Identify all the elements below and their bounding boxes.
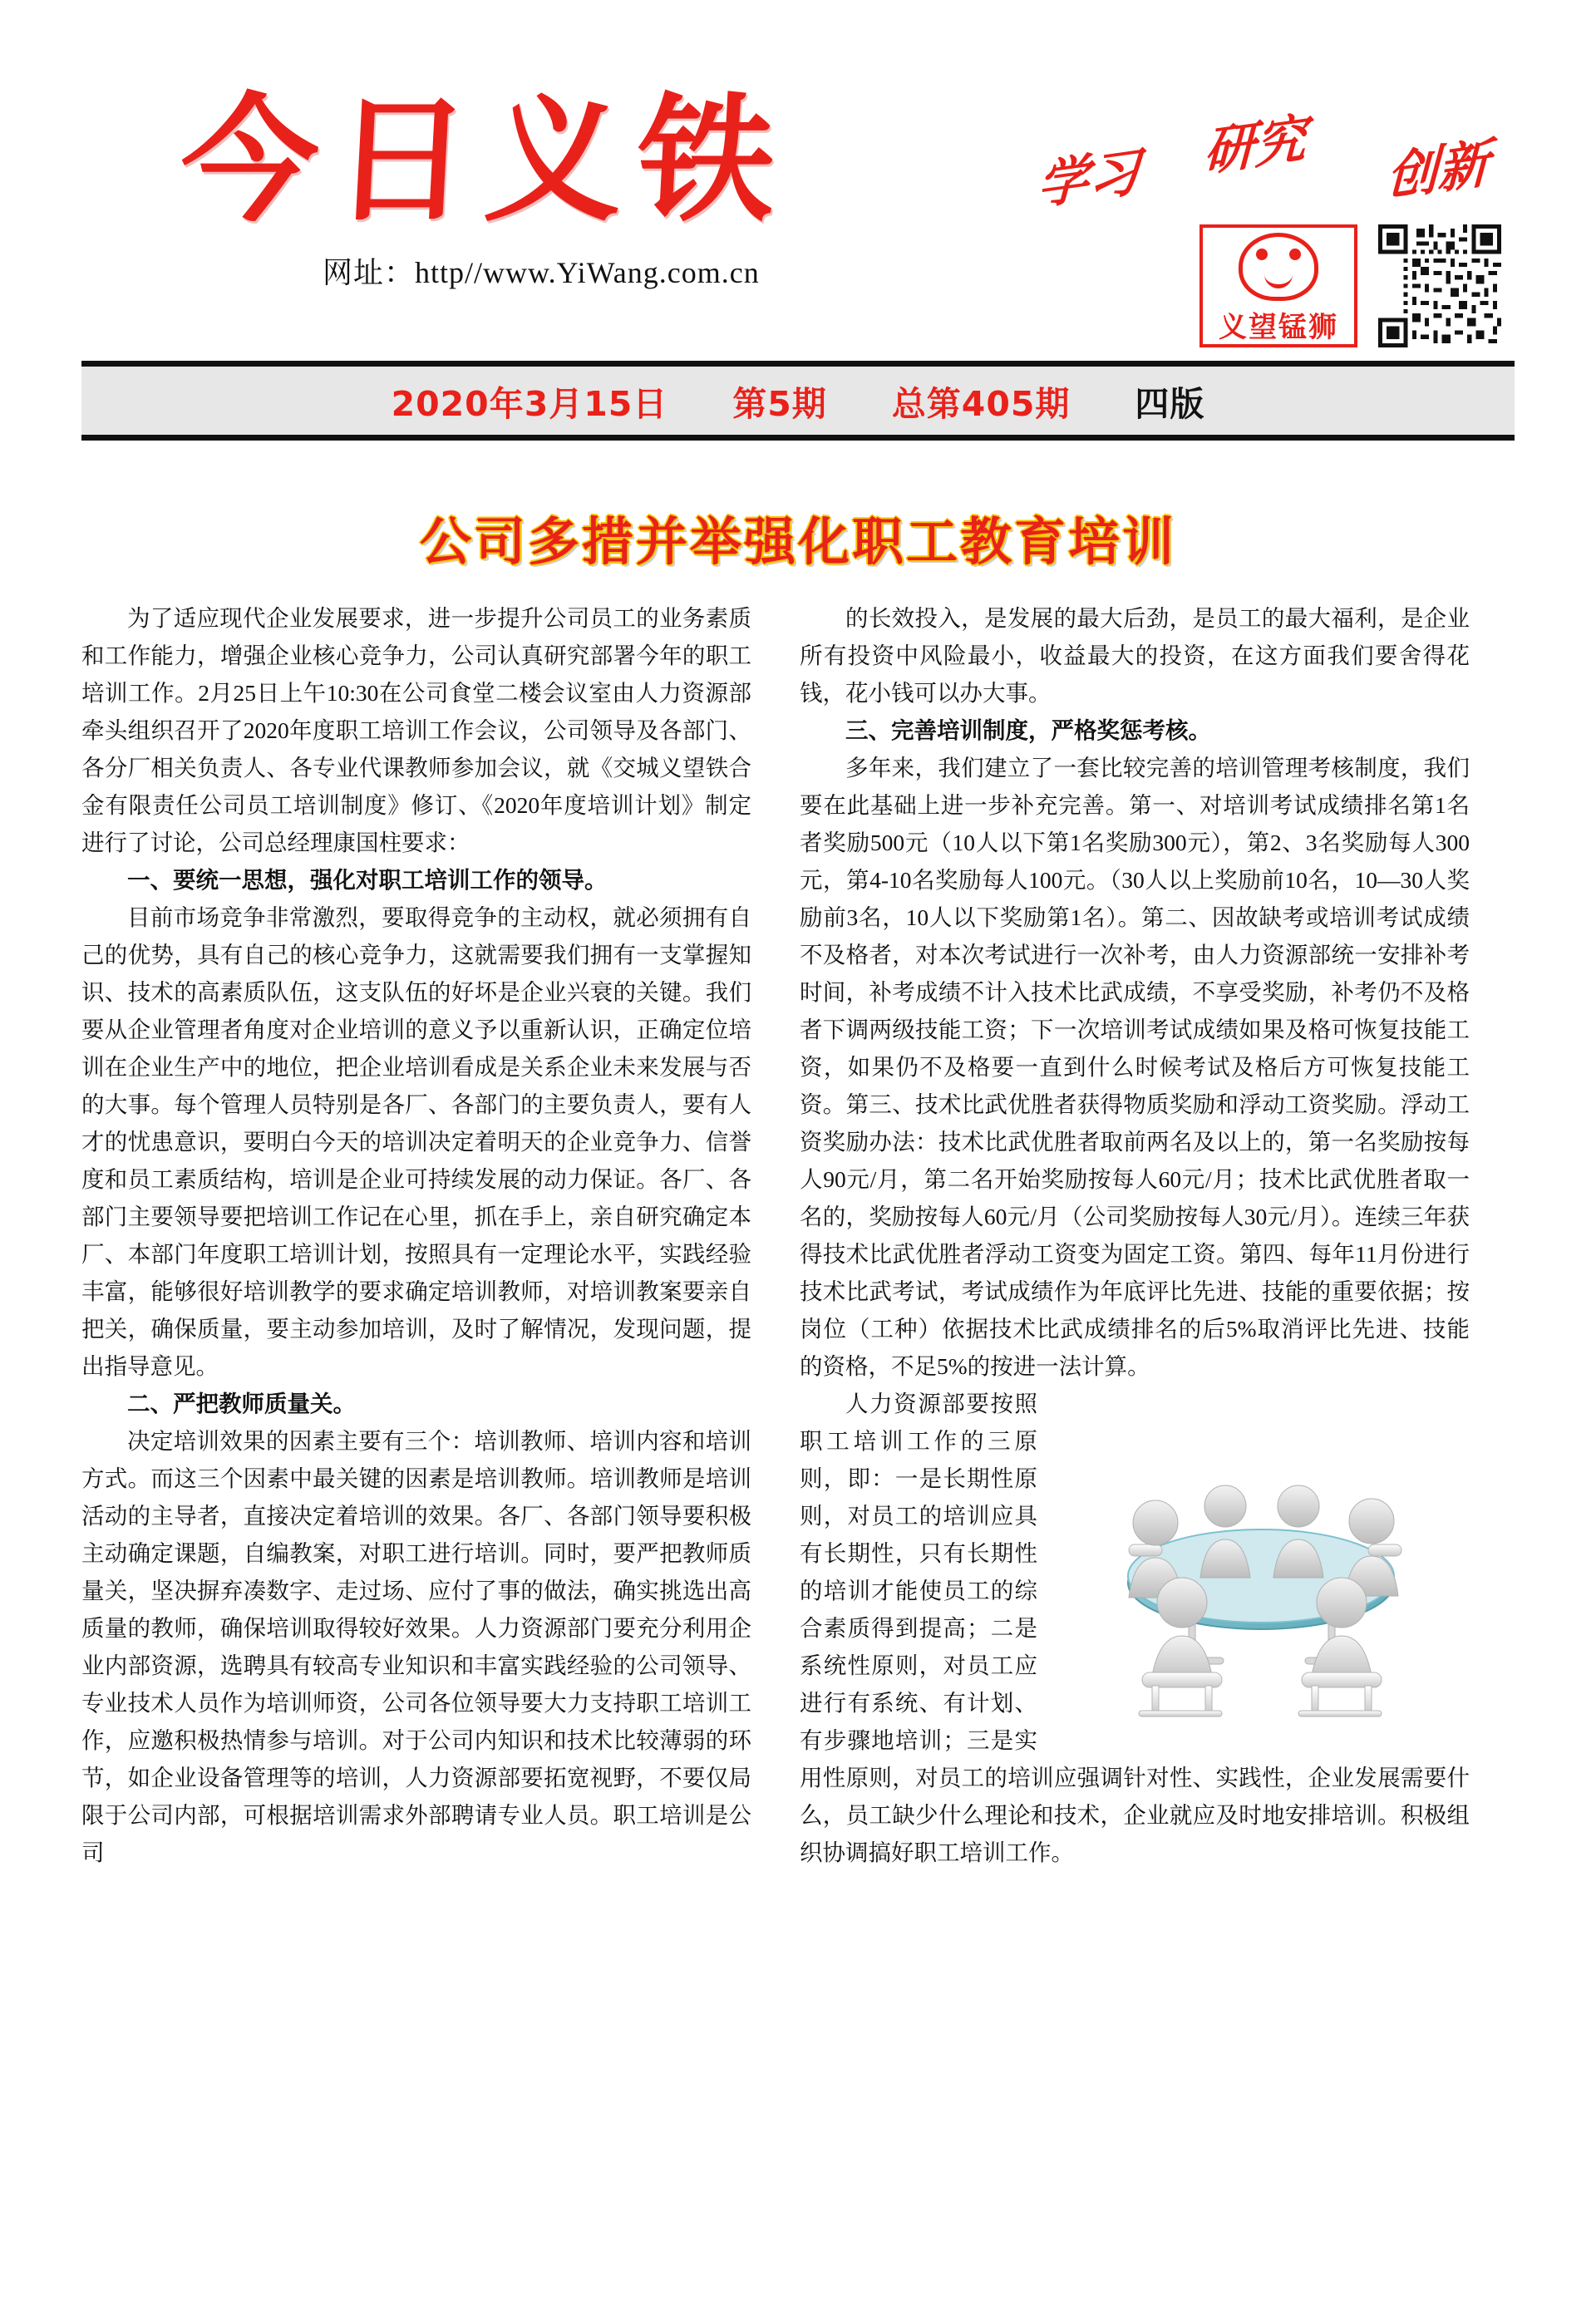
section-subheading: 一、要统一思想，强化对职工培训工作的领导。 bbox=[127, 867, 608, 893]
issue-date: 2020年3月15日 bbox=[391, 383, 668, 424]
paragraph: 为了适应现代企业发展要求，进一步提升公司员工的业务素质和工作能力，增强企业核心竞争力，公司认真研究部署今年的职工培训工作。2月25日上午10:30在公司食堂二楼会议室由人力资源部牵头组织召开了2020年度职工培训工作会议，公司领导及各部门、各分厂相关负责人、各专业代课教师参加会议，就《交城义望铁合金有限责任公司员工培训制度》修订、《2020年度培训计划》制定进行了讨论，公司总经理康国柱要求： bbox=[81, 605, 751, 855]
logo-brand-label: 义望锰狮 bbox=[1219, 311, 1338, 344]
article-headline: 公司多措并举强化职工教育培训 bbox=[419, 511, 1176, 572]
article-body bbox=[81, 599, 1515, 1871]
paragraph: 决定培训效果的因素主要有三个：培训教师、培训内容和培训方式。而这三个因素中最关键的因素是培训教师。培训教师是培训活动的主导者，直接决定着培训的效果。各厂、各部门领导要积极主动确定课题，自编教案，对职工进行培训。同时，要严把教师质量关，坚决摒弃凑数字、走过场、应付了事的做法，确实挑选出高质量的教师，确保培训取得较好效果。人力资源部门要充分利用企业内部资源，选聘具有较高专业知识和丰富实践经验的公司领导、专业技术人员作为培训师资，公司各位领导要大力支持职工培训工作，应邀积极热情参与培训。对于公司内知识和技术比较薄弱的环节，如企业设备管理等的培训，人力资源部要拓宽视野，不要仅局限于公司内部，可根据培训需求外部聘请专业人员。职工培训是公司 bbox=[81, 1428, 751, 1865]
masthead bbox=[81, 0, 1515, 357]
lion-emblem-icon bbox=[1239, 233, 1318, 301]
newspaper-title: 今日义铁 bbox=[176, 79, 795, 240]
total-issue-number: 总第405期 bbox=[891, 383, 1071, 424]
paragraph: 人力资源部要按照职工培训工作的三原则，即：一是长期性原则，对员工的培训应具有长期性，只有长期性的培训才能使员工的综合素质得到提高；二是系统性原则，对员工应进行有系统、有计划、有步骤地培训；三是实用性原则，对员工的培训应强调针对性、实践性，企业发展需要什么，员工缺少什么理论和技术，企业就应及时地安排培训。积极组织协调搞好职工培训工作。 bbox=[800, 1391, 1470, 1865]
website-url: 网址：http//www.YiWang.com.cn bbox=[323, 256, 760, 289]
right-column bbox=[800, 599, 1470, 1871]
paragraph: 目前市场竞争非常激烈，要取得竞争的主动权，就必须拥有自己的优势，具有自己的核心竞争力，这就需要我们拥有一支掌握知识、技术的高素质队伍，这支队伍的好坏是企业兴衰的关键。我们要从企业管理者角度对企业培训的意义予以重新认识，正确定位培训在企业生产中的地位，把企业培训看成是关系企业未来发展与否的大事。每个管理人员特别是各厂、各部门的主要负责人，要有人才的忧患意识，要明白今天的培训决定着明天的企业竞争力、信誉度和员工素质结构，培训是企业可持续发展的动力保证。各厂、各部门主要领导要把培训工作记在心里，抓在手上，亲自研究确定本厂、本部门年度职工培训计划，按照具有一定理论水平，实践经验丰富，能够很好培训教学的要求确定培训教师，对培训教案要亲自把关，确保质量，要主动参加培训，及时了解情况，发现问题，提出指导意见。 bbox=[81, 904, 751, 1379]
paragraph: 的长效投入，是发展的最大后劲，是员工的最大福利，是企业所有投资中风险最小，收益最大的投资，在这方面我们要舍得花钱，花小钱可以办大事。 bbox=[800, 605, 1470, 706]
calligraphy-word-3: 创新 bbox=[1386, 131, 1490, 209]
calligraphy-slogan bbox=[1029, 100, 1544, 216]
section-subheading: 三、完善培训制度，严格奖惩考核。 bbox=[845, 717, 1211, 743]
page-count: 四版 bbox=[1135, 383, 1205, 424]
qr-code-icon bbox=[1378, 224, 1501, 347]
calligraphy-word-2: 研究 bbox=[1203, 106, 1308, 184]
issue-info-bar bbox=[81, 361, 1515, 441]
left-column bbox=[81, 599, 751, 1871]
illustration-wrap bbox=[800, 1385, 1470, 1871]
paragraph: 多年来，我们建立了一套比较完善的培训管理考核制度，我们要在此基础上进一步补充完善。第一、对培训考试成绩排名第1名者奖励500元（10人以下第1名奖励300元），第2、3名奖励每人300元，第4-10名奖励每人100元。（30人以上奖励前10名，10—30人奖励前3名，10人以下奖励第1名）。第二、因故缺考或培训考试成绩不及格者，对本次考试进行一次补考，由人力资源部统一安排补考时间，补考成绩不计入技术比武成绩，不享受奖励，补考仍不及格者下调两级技能工资；下一次培训考试成绩如果及格可恢复技能工资，如果仍不及格要一直到什么时候考试及格后方可恢复技能工资。第三、技术比武优胜者获得物质奖励和浮动工资奖励。浮动工资奖励办法：技术比武优胜者取前两名及以上的，第一名奖励按每人90元/月，第二名开始奖励按每人60元/月；技术比武优胜者取一名的，奖励按每人60元/月（公司奖励按每人30元/月）。连续三年获得技术比武优胜者浮动工资变为固定工资。第四、每年11月份进行技术比武考试，考试成绩作为年底评比先进、技能的重要依据；按岗位（工种）依据技术比武成绩排名的后5%取消评比先进、技能的资格，不足5%的按进一法计算。 bbox=[800, 755, 1470, 1379]
calligraphy-word-1: 学习 bbox=[1037, 140, 1141, 217]
company-logo bbox=[1199, 224, 1357, 347]
section-subheading: 二、严把教师质量关。 bbox=[127, 1391, 356, 1416]
issue-number: 第5期 bbox=[732, 383, 827, 424]
meeting-table-illustration bbox=[1049, 1390, 1481, 1722]
lion-mouth-icon bbox=[1264, 271, 1293, 288]
